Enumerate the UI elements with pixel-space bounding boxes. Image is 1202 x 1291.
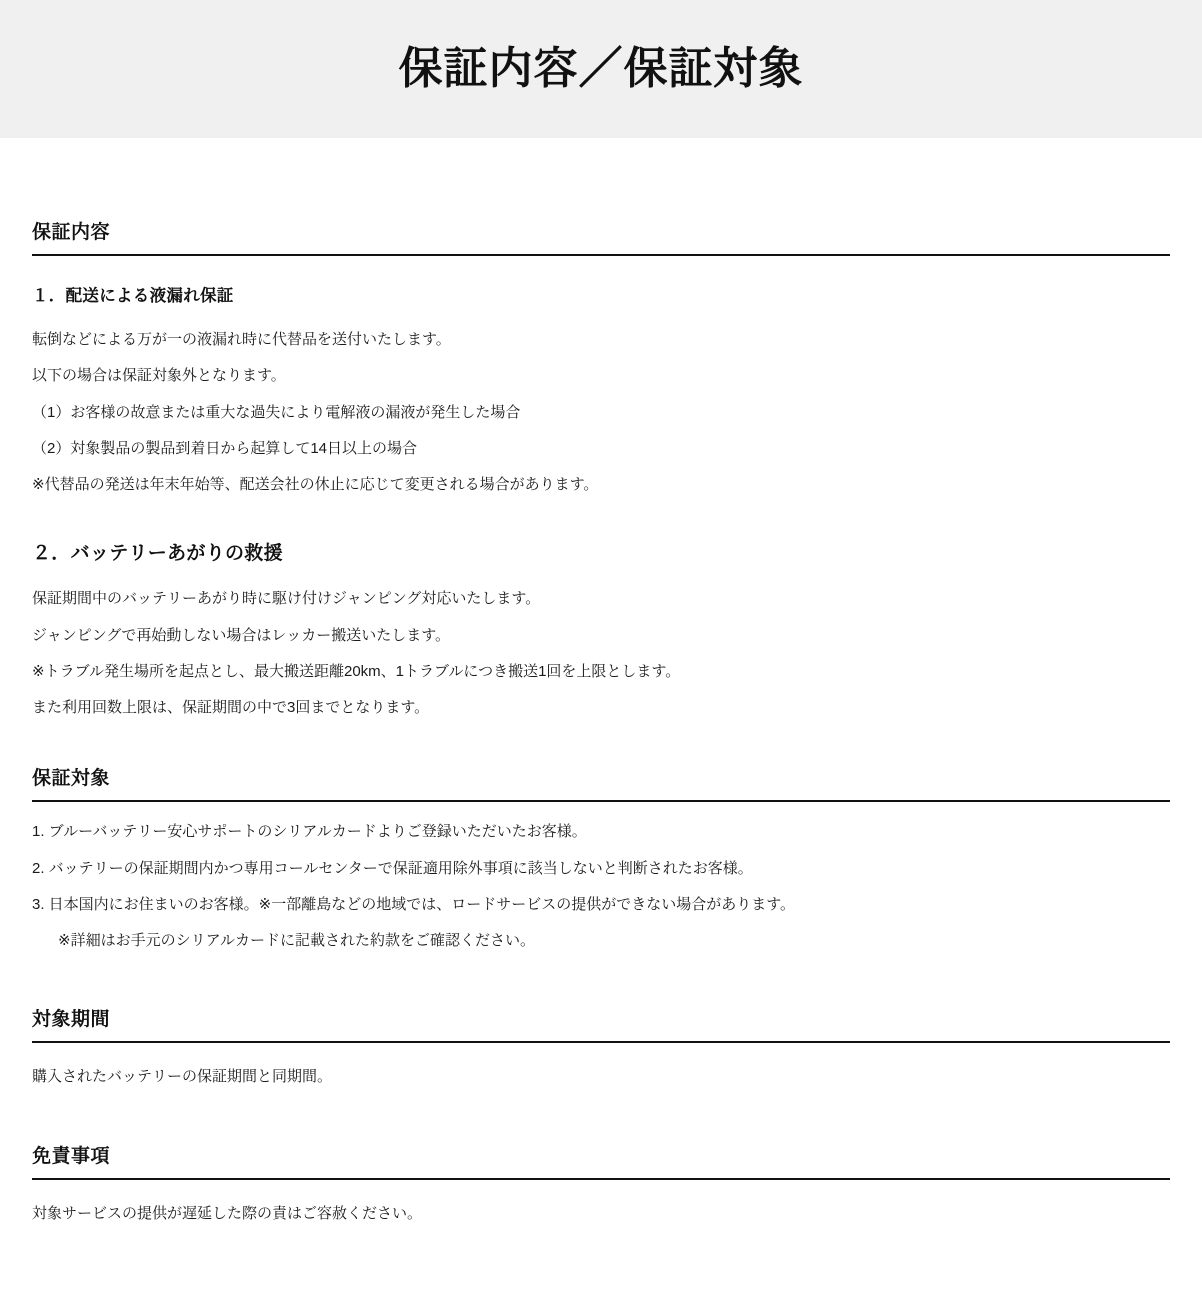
target-note: ※詳細はお手元のシリアルカードに記載された約款をご確認ください。 (58, 932, 535, 949)
subsection-heading-leak-warranty: １．配送による液漏れ保証 (32, 287, 234, 305)
target-list (32, 820, 1170, 916)
section-heading-target: 保証対象 (32, 763, 1170, 802)
subsection-heading-jumpstart-rescue: ２．バッテリーあがりの救援 (32, 543, 283, 565)
section-heading-period: 対象期間 (32, 1004, 1170, 1043)
section-period (32, 1004, 1170, 1088)
section-heading-warranty: 保証内容 (32, 217, 1170, 256)
jumpstart-line-2: ジャンピングで再始動しない場合はレッカー搬送いたします。 (32, 626, 451, 644)
bottom-spacer (32, 1225, 1170, 1251)
section-warranty-contents (32, 217, 1170, 719)
page-title: 保証内容／保証対象 (398, 43, 804, 93)
disclaimer-text: 対象サービスの提供が遅延した際の責はご容赦ください。 (32, 1204, 423, 1222)
period-text: 購入されたバッテリーの保証期間と同期間。 (32, 1068, 333, 1086)
jumpstart-note-1: ※トラブル発生場所を起点とし、最大搬送距離20km、1トラブルにつき搬送1回を上限とします。 (32, 662, 681, 680)
section-heading-disclaimer: 免責事項 (32, 1141, 1170, 1180)
leak-warranty-line-1: 転倒などによる万が一の液漏れ時に代替品を送付いたします。 (32, 331, 451, 348)
jumpstart-note-2: また利用回数上限は、保証期間の中で3回までとなります。 (32, 699, 430, 716)
leak-warranty-line-2: 以下の場合は保証対象外となります。 (32, 367, 286, 385)
jumpstart-line-1: 保証期間中のバッテリーあがり時に駆け付けジャンピング対応いたします。 (32, 590, 541, 608)
leak-warranty-exclusion-2: （2）対象製品の製品到着日から起算して14日以上の場合 (32, 439, 418, 457)
list-item: 1. ブルーバッテリー安心サポートのシリアルカードよりご登録いただいたお客様。 (32, 823, 587, 841)
section-warranty-target (32, 763, 1170, 952)
list-item: 2. バッテリーの保証期間内かつ専用コールセンターで保証適用除外事項に該当しないと判断されたお客様。 (32, 859, 753, 877)
document-content (0, 217, 1202, 1291)
list-item: 3. 日本国内にお住まいのお客様。※一部離島などの地域では、ロードサービスの提供ができない場合があります。 (32, 895, 796, 913)
leak-warranty-exclusion-1: （1）お客様の故意または重大な過失により電解液の漏液が発生した場合 (32, 403, 521, 421)
page-hero-banner (0, 0, 1202, 139)
section-disclaimer (32, 1141, 1170, 1225)
leak-warranty-note: ※代替品の発送は年末年始等、配送会社の休止に応じて変更される場合があります。 (32, 476, 599, 493)
